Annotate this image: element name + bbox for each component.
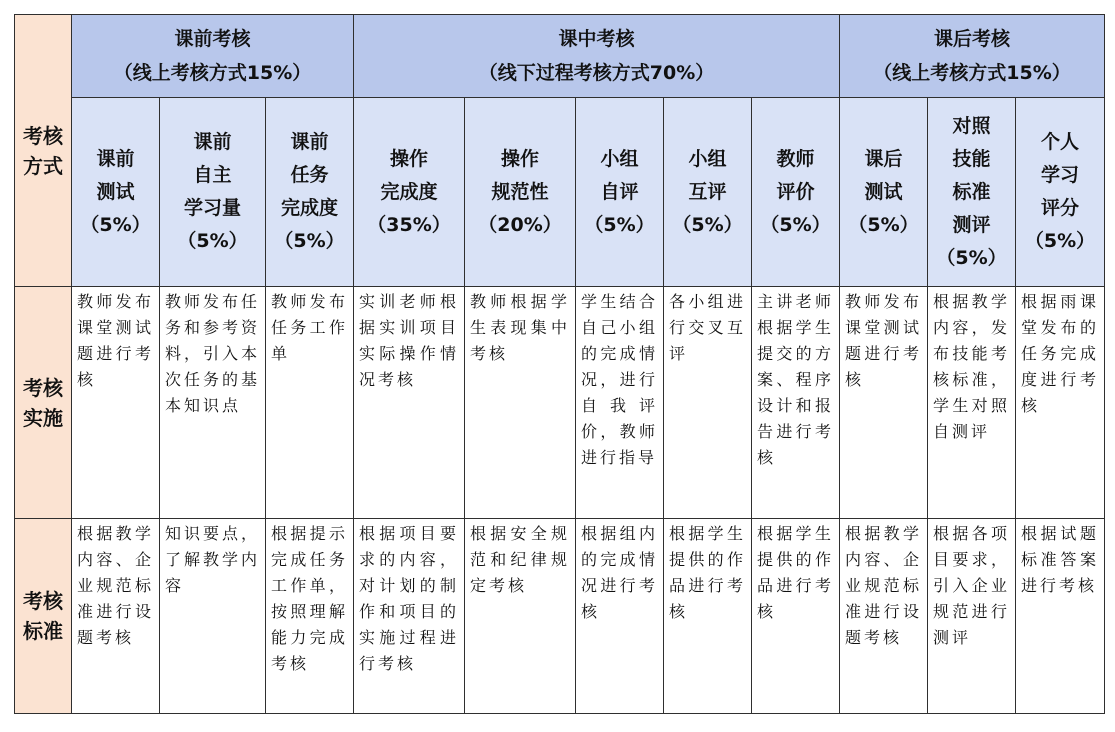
group-subtitle: （线上考核方式15%） [113,62,312,84]
table-cell: 根据学生提供的作品进行考核 [752,519,840,714]
column-header [1016,98,1105,287]
table-cell: 根据各项目要求，引入企业规范进行测评 [928,519,1016,714]
row-label-method-text: 考核 方式 [23,123,63,178]
column-header [160,98,266,287]
column-header-text: 操作 完成度 （35%） [367,147,451,236]
column-header-text: 教师 评价 （5%） [760,147,831,236]
group-header-pre-class [72,15,354,98]
table-cell: 根据教学内容，发布技能考核标准，学生对照自测评 [928,287,1016,519]
row-label-implementation [15,287,72,519]
table-cell: 教师发布课堂测试题进行考核 [840,287,928,519]
table-cell: 教师发布任务和参考资料，引入本次任务的基本知识点 [160,287,266,519]
group-header-post-class [840,15,1105,98]
table-cell: 根据教学内容、企业规范标准进行设题考核 [840,519,928,714]
table-cell: 主讲老师根据学生提交的方案、程序设计和报告进行考核 [752,287,840,519]
column-header [840,98,928,287]
row-label-standard [15,519,72,714]
column-header [465,98,576,287]
column-header [752,98,840,287]
row-label-implementation-text: 考核 实施 [23,375,63,430]
table-cell: 实训老师根据实训项目实际操作情况考核 [354,287,465,519]
column-header-text: 个人 学习 评分 （5%） [1024,131,1096,252]
table-cell: 知识要点，了解教学内容 [160,519,266,714]
standard-row [15,519,1105,714]
group-title: 课后考核 [934,28,1011,50]
table-cell: 根据安全规范和纪律规定考核 [465,519,576,714]
column-header-row [15,98,1105,287]
table-cell: 根据教学内容、企业规范标准进行设题考核 [72,519,160,714]
column-header [664,98,752,287]
column-header-text: 课前 自主 学习量 （5%） [177,131,248,252]
table-cell: 根据提示完成任务工作单，按照理解能力完成考核 [266,519,354,714]
table-cell: 根据项目要求的内容，对计划的制作和项目的实施过程进行考核 [354,519,465,714]
group-header-row [15,15,1105,98]
column-header-text: 小组 互评 （5%） [672,147,743,236]
group-subtitle: （线上考核方式15%） [873,62,1071,84]
row-label-method [15,15,72,287]
column-header-text: 课前 测试 （5%） [80,147,151,236]
column-header [354,98,465,287]
group-header-in-class [354,15,840,98]
assessment-table-wrapper [14,14,1105,714]
table-cell: 教师根据学生表现集中考核 [465,287,576,519]
column-header [72,98,160,287]
row-label-standard-text: 考核 标准 [23,589,63,643]
group-title: 课中考核 [558,28,635,50]
column-header-text: 操作 规范性 （20%） [478,147,562,236]
table-cell: 各小组进行交叉互评 [664,287,752,519]
column-header [576,98,664,287]
table-cell: 根据组内的完成情况进行考核 [576,519,664,714]
table-cell: 根据学生提供的作品进行考核 [664,519,752,714]
group-subtitle: （线下过程考核方式70%） [478,62,715,84]
column-header-text: 小组 自评 （5%） [584,147,655,236]
table-cell: 学生结合自己小组的完成情况，进行自我评价，教师进行指导 [576,287,664,519]
table-cell: 根据雨课堂发布的任务完成度进行考核 [1016,287,1105,519]
assessment-table [14,14,1105,714]
column-header [928,98,1016,287]
group-title: 课前考核 [174,28,251,50]
table-cell: 根据试题标准答案进行考核 [1016,519,1105,714]
table-cell: 教师发布任务工作单 [266,287,354,519]
column-header-text: 对照 技能 标准 测评 （5%） [936,114,1007,269]
table-cell: 教师发布课堂测试题进行考核 [72,287,160,519]
column-header-text: 课后 测试 （5%） [848,147,919,236]
column-header [266,98,354,287]
column-header-text: 课前 任务 完成度 （5%） [274,131,345,252]
implementation-row [15,287,1105,519]
